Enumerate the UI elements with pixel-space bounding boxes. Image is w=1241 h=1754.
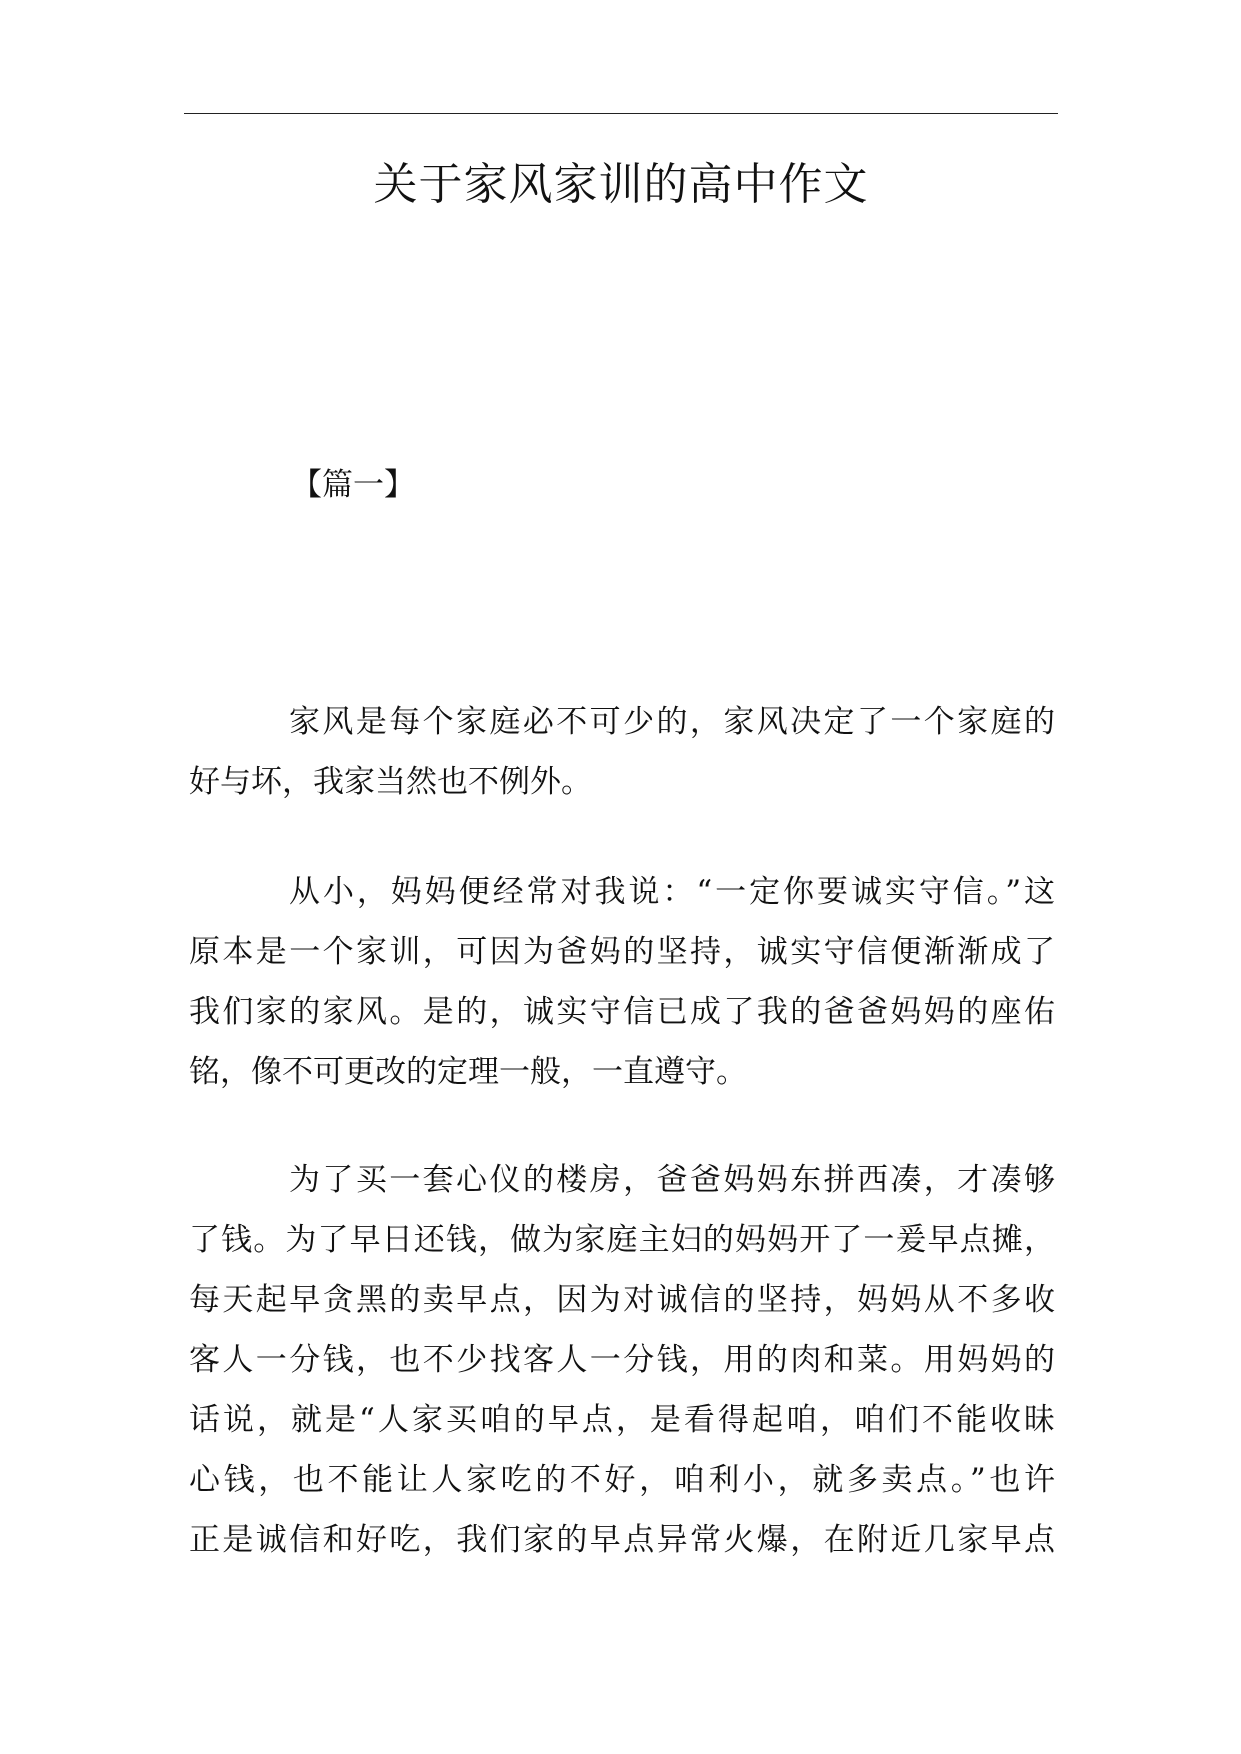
paragraph-line: 我们家的家风。是的，诚实守信已成了我的爸爸妈妈的座佑: [189, 994, 1055, 1030]
paragraph-line: 正是诚信和好吃，我们家的早点异常火爆，在附近几家早点: [189, 1522, 1055, 1558]
section-label: 【篇一】: [291, 467, 415, 503]
paragraph-line: 每天起早贪黑的卖早点，因为对诚信的坚持，妈妈从不多收: [189, 1282, 1055, 1318]
document-title: 关于家风家训的高中作文: [373, 159, 869, 210]
paragraph-3: [189, 1150, 1055, 1570]
paragraph-1: [189, 692, 1055, 812]
paragraph-line: 心钱，也不能让人家吃的不好，咱利小，就多卖点。”也许: [189, 1462, 1055, 1498]
paragraph-line: 家风是每个家庭必不可少的，家风决定了一个家庭的: [289, 704, 1055, 740]
header-rule: [184, 113, 1058, 114]
paragraph-line: 原本是一个家训，可因为爸妈的坚持，诚实守信便渐渐成了: [189, 934, 1055, 970]
paragraph-line: 铭，像不可更改的定理一般，一直遵守。: [189, 1054, 747, 1090]
paragraph-2: [189, 862, 1055, 1102]
paragraph-line: 从小，妈妈便经常对我说：“一定你要诚实守信。”这: [289, 874, 1055, 910]
paragraph-line: 为了买一套心仪的楼房，爸爸妈妈东拼西凑，才凑够: [289, 1162, 1055, 1198]
paragraph-line: 客人一分钱，也不少找客人一分钱，用的肉和菜。用妈妈的: [189, 1342, 1055, 1378]
paragraph-line: 话说，就是“人家买咱的早点，是看得起咱，咱们不能收昧: [189, 1402, 1055, 1438]
paragraph-line: 了钱。为了早日还钱，做为家庭主妇的妈妈开了一爰早点摊，: [189, 1222, 1055, 1258]
paragraph-line: 好与坏，我家当然也不例外。: [189, 764, 592, 800]
